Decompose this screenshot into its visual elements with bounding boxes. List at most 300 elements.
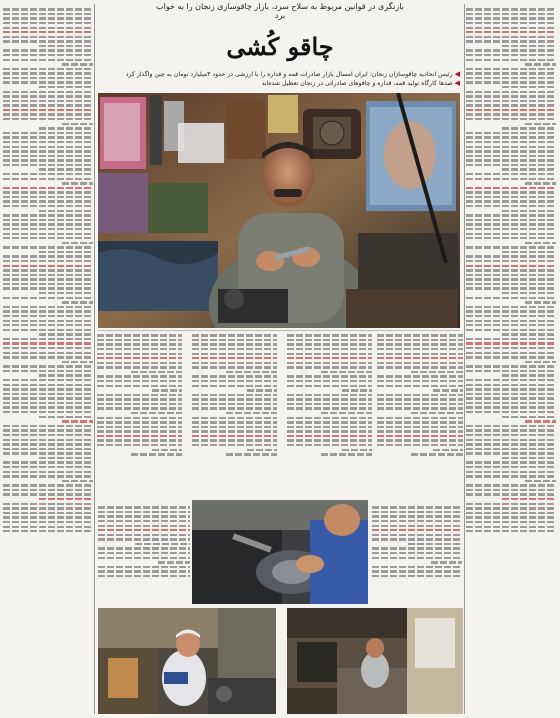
- text-line: [372, 538, 462, 540]
- text-line: [466, 214, 556, 216]
- text-line: [466, 297, 556, 299]
- text-line: [466, 155, 556, 157]
- text-line: [3, 246, 93, 248]
- text-line: [466, 342, 556, 344]
- text-line: [192, 366, 277, 368]
- text-line: [192, 430, 277, 432]
- text-line: [372, 566, 462, 568]
- text-line: [525, 301, 557, 303]
- text-line: [3, 146, 93, 148]
- text-line: [466, 530, 556, 532]
- main-photo-image: [98, 93, 460, 328]
- text-line: [3, 109, 93, 111]
- text-line: [3, 118, 93, 120]
- text-line: [98, 566, 190, 568]
- text-line: [287, 439, 372, 441]
- text-line: [287, 394, 372, 396]
- text-line: [3, 274, 93, 276]
- text-line: [3, 13, 93, 15]
- text-line: [135, 543, 190, 545]
- text-line: [502, 210, 556, 212]
- text-line: [466, 425, 556, 427]
- text-line: [192, 362, 277, 364]
- text-line: [287, 430, 372, 432]
- text-line: [466, 77, 556, 79]
- text-line: [466, 379, 556, 381]
- text-line: [466, 402, 556, 404]
- text-line: [226, 453, 277, 455]
- text-line: [3, 352, 93, 354]
- text-line: [377, 385, 463, 387]
- main-photo: [98, 93, 460, 328]
- text-line: [39, 86, 93, 88]
- text-line: [3, 448, 93, 450]
- text-line: [466, 393, 556, 395]
- text-line: [3, 159, 93, 161]
- mid-column-2: [192, 332, 277, 502]
- text-line: [287, 403, 372, 405]
- text-line: [192, 435, 277, 437]
- text-line: [3, 310, 93, 312]
- text-line: [321, 453, 372, 455]
- text-line: [3, 191, 93, 193]
- text-line: [287, 353, 372, 355]
- text-line: [372, 525, 462, 527]
- text-line: [192, 403, 277, 405]
- text-line: [3, 59, 93, 61]
- text-line: [372, 529, 462, 531]
- text-line: [466, 365, 556, 367]
- text-line: [466, 113, 556, 115]
- text-line: [98, 520, 190, 522]
- text-line: [3, 320, 93, 322]
- text-line: [466, 205, 556, 207]
- article-lead: [98, 70, 460, 88]
- text-line: [466, 475, 556, 477]
- text-line: [466, 278, 556, 280]
- text-line: [321, 371, 372, 373]
- text-line: [97, 343, 182, 345]
- text-line: [466, 352, 556, 354]
- text-line: [39, 333, 93, 335]
- text-line: [3, 347, 93, 349]
- text-line: [287, 366, 372, 368]
- text-line: [3, 278, 93, 280]
- text-line: [3, 466, 93, 468]
- text-line: [3, 31, 93, 33]
- text-line: [39, 210, 93, 212]
- text-line: [372, 515, 462, 517]
- text-line: [466, 233, 556, 235]
- text-line: [342, 449, 372, 451]
- text-line: [466, 191, 556, 193]
- text-line: [466, 269, 556, 271]
- lead-line-2: ◀صدها کارگاه تولید قمه، قداره و چاقوهای صادراتی در زنجان تعطیل شده‌اند: [261, 79, 460, 87]
- text-line: [39, 45, 93, 47]
- text-line: [3, 297, 93, 299]
- text-line: [3, 132, 93, 134]
- text-line: [97, 375, 182, 377]
- text-line: [466, 310, 556, 312]
- text-line: [3, 443, 93, 445]
- text-line: [466, 246, 556, 248]
- text-line: [97, 398, 182, 400]
- text-line: [466, 173, 556, 175]
- text-line: [466, 397, 556, 399]
- text-line: [466, 274, 556, 276]
- text-line: [466, 484, 556, 486]
- text-line: [192, 421, 277, 423]
- text-line: [466, 8, 556, 10]
- text-line: [466, 196, 556, 198]
- text-line: [3, 104, 93, 106]
- text-line: [466, 466, 556, 468]
- text-line: [97, 334, 182, 336]
- text-line: [502, 127, 556, 129]
- text-line: [192, 385, 277, 387]
- text-line: [3, 338, 93, 340]
- text-line: [377, 421, 463, 423]
- text-line: [372, 570, 462, 572]
- text-line: [466, 95, 556, 97]
- text-line: [377, 343, 463, 345]
- text-line: [466, 315, 556, 317]
- left-column-lines: [3, 8, 93, 532]
- text-line: [466, 260, 556, 262]
- text-line: [377, 375, 463, 377]
- text-line: [287, 385, 372, 387]
- text-line: [502, 333, 556, 335]
- text-line: [97, 417, 182, 419]
- text-line: [411, 371, 463, 373]
- text-line: [287, 421, 372, 423]
- text-line: [97, 435, 182, 437]
- text-line: [3, 155, 93, 157]
- text-line: [466, 493, 556, 495]
- text-line: [98, 552, 190, 554]
- lead-line-1: ◀رئیس اتحادیه چاقوسازان زنجان: ایران امسال بازار صادرات قمه و قداره را با ارزشی در حدود ۳میلیارد تومان به چین واگذار کرد: [125, 70, 460, 78]
- text-line: [372, 547, 462, 549]
- text-line: [3, 439, 93, 441]
- text-line: [466, 489, 556, 491]
- text-line: [466, 59, 556, 61]
- text-line: [131, 371, 182, 373]
- text-line: [466, 219, 556, 221]
- text-line: [466, 406, 556, 408]
- text-line: [3, 91, 93, 93]
- text-line: [466, 72, 556, 74]
- bottom-right-photo-image: [287, 608, 463, 714]
- text-line: [3, 402, 93, 404]
- text-line: [372, 557, 462, 559]
- text-line: [3, 27, 93, 29]
- text-line: [3, 260, 93, 262]
- text-line: [377, 417, 463, 419]
- text-line: [3, 150, 93, 152]
- text-line: [3, 164, 93, 166]
- text-line: [466, 306, 556, 308]
- text-line: [3, 219, 93, 221]
- right-column-lines: [466, 8, 556, 532]
- text-line: [97, 426, 182, 428]
- mid-photo: [192, 500, 368, 604]
- text-line: [466, 13, 556, 15]
- text-line: [377, 353, 463, 355]
- text-line: [377, 362, 463, 364]
- text-line: [3, 214, 93, 216]
- text-line: [502, 292, 556, 294]
- text-line: [466, 40, 556, 42]
- text-line: [192, 334, 277, 336]
- text-line: [3, 136, 93, 138]
- text-line: [192, 375, 277, 377]
- text-line: [62, 480, 94, 482]
- text-line: [502, 457, 556, 459]
- text-line: [3, 72, 93, 74]
- text-line: [377, 339, 463, 341]
- text-line: [62, 361, 94, 363]
- text-line: [247, 389, 277, 391]
- column-rule-right: [464, 4, 465, 714]
- middle-text-columns: [97, 332, 463, 502]
- text-line: [431, 561, 463, 563]
- text-line: [3, 425, 93, 427]
- text-line: [3, 205, 93, 207]
- text-line: [3, 22, 93, 24]
- text-line: [377, 398, 463, 400]
- text-line: [466, 439, 556, 441]
- text-line: [377, 430, 463, 432]
- text-line: [3, 329, 93, 331]
- text-line: [466, 265, 556, 267]
- text-line: [3, 95, 93, 97]
- text-line: [131, 453, 182, 455]
- text-line: [98, 511, 190, 513]
- text-line: [372, 511, 462, 513]
- text-line: [97, 339, 182, 341]
- text-line: [3, 384, 93, 386]
- text-line: [466, 81, 556, 83]
- text-line: [3, 269, 93, 271]
- text-line: [466, 17, 556, 19]
- text-line: [466, 31, 556, 33]
- text-line: [192, 339, 277, 341]
- text-line: [377, 435, 463, 437]
- text-line: [192, 398, 277, 400]
- text-line: [372, 506, 462, 508]
- text-line: [466, 136, 556, 138]
- text-line: [3, 173, 93, 175]
- text-line: [466, 512, 556, 514]
- text-line: [525, 420, 557, 422]
- text-line: [3, 475, 93, 477]
- text-line: [97, 357, 182, 359]
- text-line: [192, 343, 277, 345]
- text-line: [39, 127, 93, 129]
- text-line: [97, 421, 182, 423]
- text-line: [466, 150, 556, 152]
- text-line: [62, 123, 94, 125]
- text-line: [377, 334, 463, 336]
- text-line: [377, 407, 463, 409]
- text-line: [3, 187, 93, 189]
- text-line: [3, 200, 93, 202]
- text-line: [411, 412, 463, 414]
- text-line: [287, 426, 372, 428]
- text-line: [226, 412, 277, 414]
- text-line: [39, 168, 93, 170]
- text-line: [97, 444, 182, 446]
- text-line: [247, 449, 277, 451]
- text-line: [39, 416, 93, 418]
- text-line: [3, 77, 93, 79]
- text-line: [3, 489, 93, 491]
- column-rule-left: [94, 4, 95, 714]
- text-line: [3, 512, 93, 514]
- text-line: [3, 113, 93, 115]
- text-line: [287, 375, 372, 377]
- text-line: [3, 81, 93, 83]
- text-line: [3, 315, 93, 317]
- text-line: [98, 534, 190, 536]
- text-line: [466, 503, 556, 505]
- text-line: [192, 444, 277, 446]
- text-line: [321, 412, 372, 414]
- text-line: [466, 338, 556, 340]
- text-line: [466, 329, 556, 331]
- text-line: [3, 493, 93, 495]
- text-line: [287, 348, 372, 350]
- text-line: [466, 283, 556, 285]
- text-line: [98, 525, 190, 527]
- text-line: [192, 394, 277, 396]
- text-line: [287, 435, 372, 437]
- text-line: [39, 374, 93, 376]
- text-line: [3, 228, 93, 230]
- text-line: [97, 430, 182, 432]
- text-line: [3, 196, 93, 198]
- text-line: [372, 534, 462, 536]
- text-line: [3, 393, 93, 395]
- text-line: [98, 570, 190, 572]
- text-line: [466, 118, 556, 120]
- text-line: [466, 516, 556, 518]
- text-line: [3, 40, 93, 42]
- text-line: [3, 507, 93, 509]
- text-line: [466, 36, 556, 38]
- text-line: [97, 394, 182, 396]
- text-line: [466, 461, 556, 463]
- text-line: [466, 255, 556, 257]
- text-line: [466, 411, 556, 413]
- text-line: [466, 178, 556, 180]
- text-line: [466, 452, 556, 454]
- text-line: [192, 407, 277, 409]
- text-line: [466, 22, 556, 24]
- text-line: [377, 444, 463, 446]
- text-line: [502, 416, 556, 418]
- text-line: [3, 306, 93, 308]
- text-line: [342, 389, 372, 391]
- text-line: [502, 45, 556, 47]
- text-line: [97, 353, 182, 355]
- text-line: [525, 182, 557, 184]
- text-line: [3, 36, 93, 38]
- text-line: [3, 141, 93, 143]
- text-line: [287, 380, 372, 382]
- text-line: [466, 237, 556, 239]
- text-line: [466, 200, 556, 202]
- text-line: [3, 471, 93, 473]
- text-line: [287, 407, 372, 409]
- text-line: [98, 538, 190, 540]
- text-line: [466, 429, 556, 431]
- text-line: [226, 371, 277, 373]
- text-line: [377, 357, 463, 359]
- text-line: [62, 420, 94, 422]
- text-line: [466, 228, 556, 230]
- right-text-column: [466, 6, 556, 714]
- text-line: [466, 91, 556, 93]
- text-line: [3, 255, 93, 257]
- mid-column-3: [287, 332, 372, 502]
- text-line: [372, 575, 462, 577]
- text-line: [377, 394, 463, 396]
- text-line: [3, 397, 93, 399]
- text-line: [3, 68, 93, 70]
- text-line: [466, 443, 556, 445]
- text-line: [466, 187, 556, 189]
- text-line: [525, 480, 557, 482]
- text-line: [377, 380, 463, 382]
- text-line: [525, 361, 557, 363]
- text-line: [466, 347, 556, 349]
- text-line: [3, 342, 93, 344]
- text-line: [287, 334, 372, 336]
- bottom-left-photo-image: [98, 608, 276, 714]
- text-line: [466, 141, 556, 143]
- text-line: [372, 552, 462, 554]
- text-line: [466, 109, 556, 111]
- text-line: [3, 461, 93, 463]
- text-line: [3, 484, 93, 486]
- text-line: [466, 356, 556, 358]
- bullet-icon: ◀: [454, 79, 460, 87]
- text-line: [3, 265, 93, 267]
- text-line: [466, 54, 556, 56]
- text-line: [98, 557, 190, 559]
- text-line: [502, 498, 556, 500]
- text-line: [466, 100, 556, 102]
- text-line: [192, 357, 277, 359]
- text-line: [372, 520, 462, 522]
- text-line: [3, 54, 93, 56]
- text-line: [39, 498, 93, 500]
- text-line: [3, 49, 93, 51]
- text-line: [62, 182, 94, 184]
- text-line: [466, 324, 556, 326]
- text-line: [3, 429, 93, 431]
- text-line: [98, 529, 190, 531]
- text-line: [466, 68, 556, 70]
- text-line: [192, 426, 277, 428]
- text-line: [502, 374, 556, 376]
- text-line: [466, 388, 556, 390]
- text-line: [3, 370, 93, 372]
- text-line: [3, 526, 93, 528]
- text-line: [411, 453, 463, 455]
- text-line: [525, 242, 557, 244]
